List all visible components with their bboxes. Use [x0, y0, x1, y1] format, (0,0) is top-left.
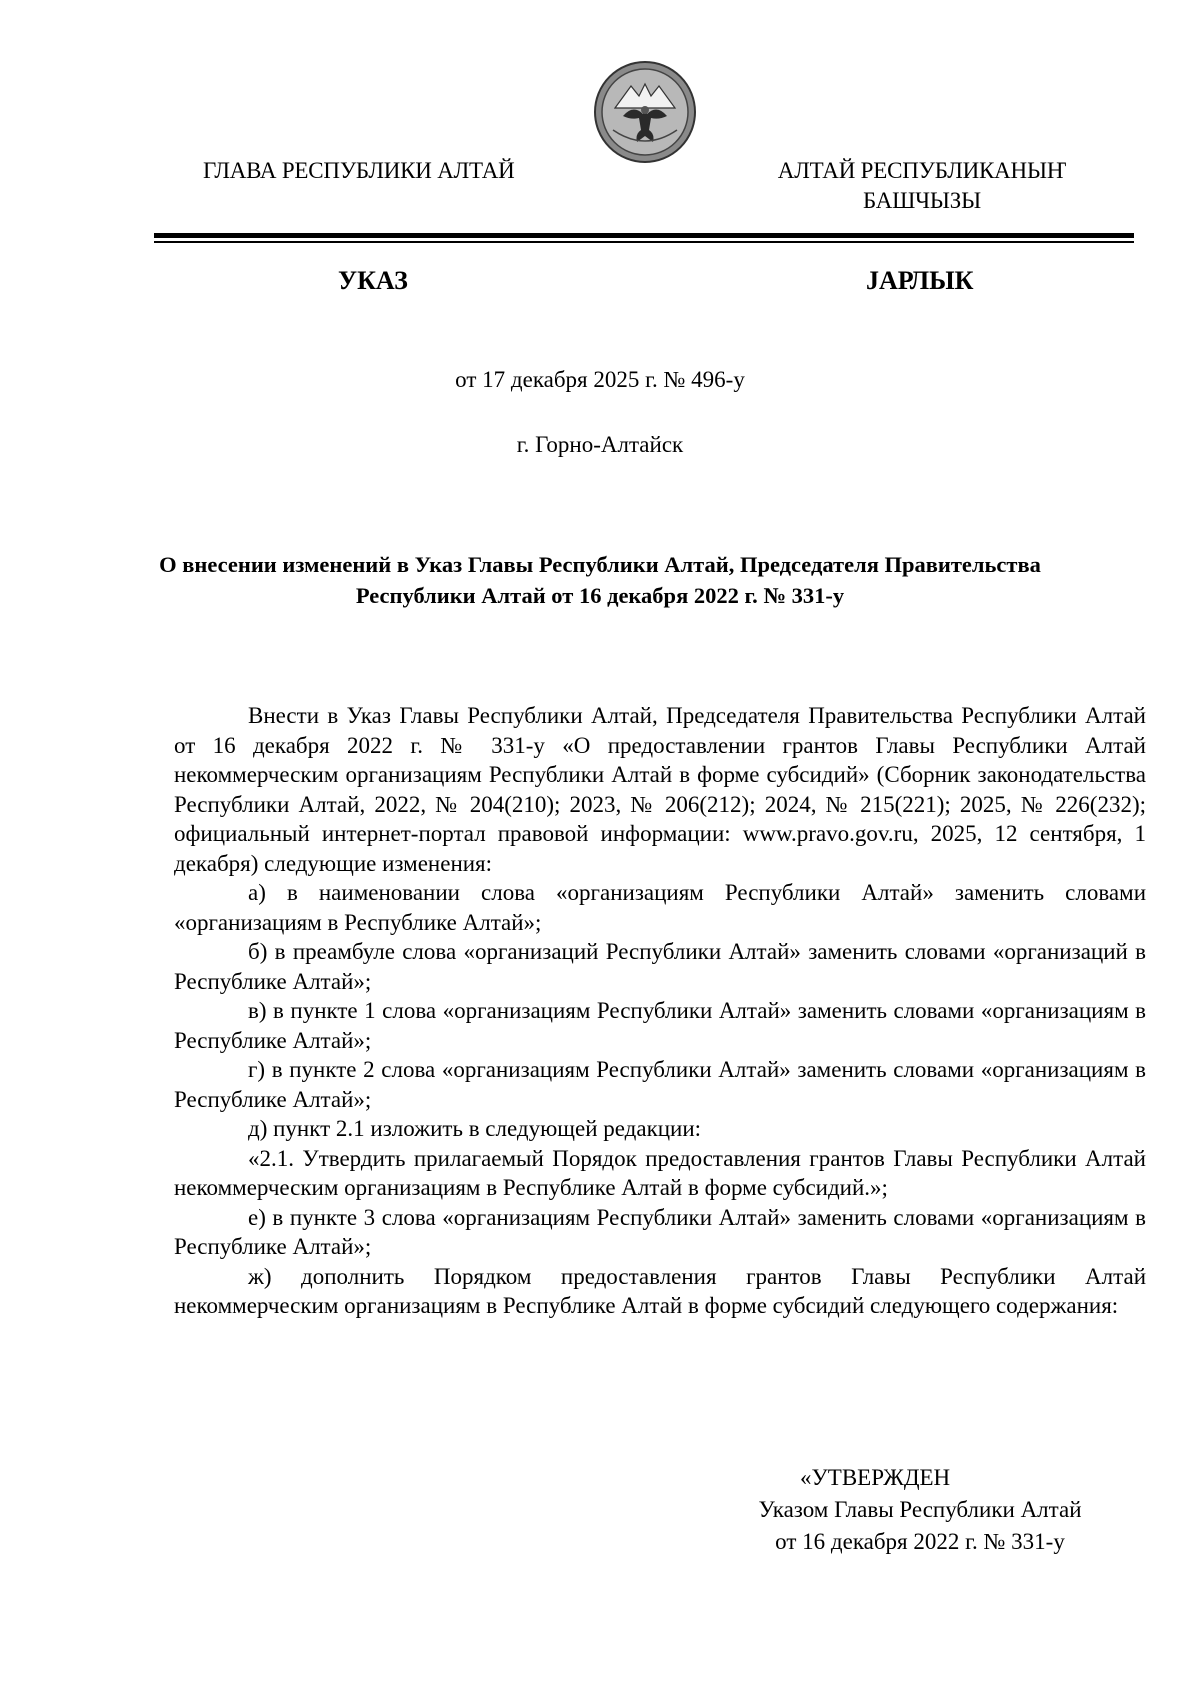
header-right-line2: БАШЧЫЗЫ	[863, 188, 981, 213]
document-body	[174, 701, 1146, 1321]
header-right-line1: АЛТАЙ РЕСПУБЛИКАНЫҤ	[777, 158, 1067, 183]
approved-line-1: «УТВЕРЖДЕН	[800, 1465, 951, 1490]
header-right	[772, 156, 1072, 216]
body-paragraph: в) в пункте 1 слова «организациям Республики Алтай» заменить словами «организациям в Республике Алтай»;	[174, 998, 1146, 1053]
approved-line-3: от 16 декабря 2022 г. № 331-у	[775, 1529, 1065, 1554]
title-line-1: О внесении изменений в Указ Главы Республики Алтай, Председателя Правительства	[159, 552, 1041, 577]
date-line: от 17 декабря 2025 г. № 496-у	[455, 367, 745, 392]
header-rule-thin	[154, 241, 1134, 243]
body-paragraph: г) в пункте 2 слова «организациям Республики Алтай» заменить словами «организациям в Республике Алтай»;	[174, 1057, 1146, 1112]
city-line: г. Горно-Алтайск	[516, 432, 684, 457]
body-paragraph: б) в преамбуле слова «организаций Республики Алтай» заменить словами «организаций в Республике Алтай»;	[174, 939, 1146, 994]
document-title	[0, 549, 1200, 611]
approved-line-2: Указом Главы Республики Алтай	[758, 1497, 1082, 1522]
title-line-2: Республики Алтай от 16 декабря 2022 г. № 331-у	[355, 583, 845, 608]
body-paragraph: д) пункт 2.1 изложить в следующей редакции:	[248, 1116, 702, 1141]
header-rule-thick	[154, 233, 1134, 238]
header-left: ГЛАВА РЕСПУБЛИКИ АЛТАЙ	[203, 158, 515, 183]
doc-type-ru: УКАЗ	[338, 266, 408, 295]
body-paragraph: «2.1. Утвердить прилагаемый Порядок предоставления грантов Главы Республики Алтай некоммерческим организациям в Республике Алтай в форме субсидий.»;	[174, 1145, 1146, 1200]
doc-type-alt: JАРЛЫК	[866, 266, 974, 295]
body-paragraph: Внести в Указ Главы Республики Алтай, Председателя Правительства Республики Алтай от 16 декабря 2022 г. № 331-у «О предоставлении грантов Главы Республики Алтай некоммерческим организациям Республики Алтай в форме субсидий» (Сборник законодательства Республики Алтай, 2022, № 204(210); 2023, № 206(212); 2024, № 215(221); 2025, № 226(232); официальный интернет-портал правовой информации: www.pravo.gov.ru, 2025, 12 сентября, 1 декабря) следующие изменения:	[174, 703, 1146, 876]
body-paragraph: е) в пункте 3 слова «организациям Республики Алтай» заменить словами «организациям в Республике Алтай»;	[174, 1204, 1146, 1259]
body-paragraph: а) в наименовании слова «организациям Республики Алтай» заменить словами «организациям в Республике Алтай»;	[174, 880, 1146, 935]
coat-of-arms-icon	[593, 60, 697, 164]
body-paragraph: ж) дополнить Порядком предоставления грантов Главы Республики Алтай некоммерческим организациям в Республике Алтай в форме субсидий следующего содержания:	[174, 1263, 1146, 1318]
